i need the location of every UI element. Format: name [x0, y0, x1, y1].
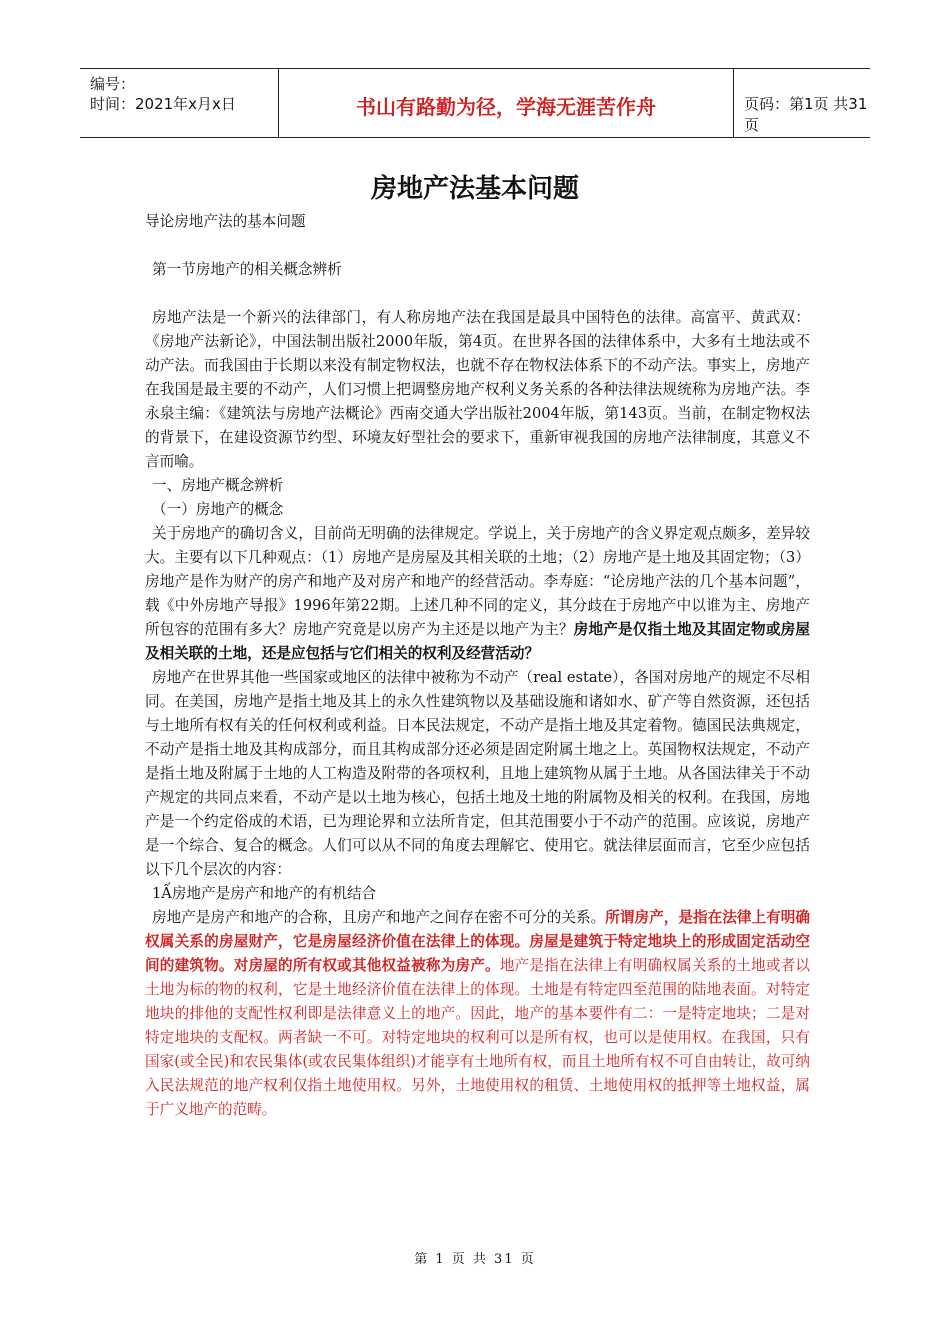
paragraph-1: 房地产法是一个新兴的法律部门，有人称房地产法在我国是最具中国特色的法律。高富平、黄武双：《房地产法新论》，中国法制出版社2000年版，第4页。在世界各国的法律体系中，大多有土地法或不动产法。而我国由于长期以来没有制定物权法，也就不存在物权法体系下的不动产法。事实上，房地产在我国是最主要的不动产，人们习惯上把调整房地产权利义务关系的各种法律法规统称为房地产法。李永泉主编：《建筑法与房地产法概论》西南交通大学出版社2004年版，第143页。当前，在制定物权法的背景下，在建设资源节约型、环境友好型社会的要求下，重新审视我国的房地产法律制度，其意义不言而喻。	[145, 309, 810, 470]
page-footer: 第 1 页 共 31 页	[414, 1252, 536, 1267]
document-title: 房地产法基本问题	[370, 174, 579, 204]
heading-concept-analysis: 一、房地产概念辨析	[152, 477, 284, 494]
paragraph-2	[145, 522, 810, 666]
header-right-cell	[734, 69, 870, 137]
heading-concept: （一）房地产的概念	[152, 501, 284, 518]
paragraph-4-text: 房地产是房产和地产的合称，且房产和地产之间存在密不可分的关系。	[152, 909, 606, 926]
header-left-cell	[80, 69, 279, 137]
document-body	[145, 210, 810, 1122]
paragraph-2-text: 关于房地产的确切含义，目前尚无明确的法律规定。学说上，关于房地产的含义界定观点颇多，差异较大。主要有以下几种观点：（1）房地产是房屋及其相关联的土地；（2）房地产是土地及其固定物；（3）房地产是作为财产的房产和地产及对房产和地产的经营活动。李寿庭：“论房地产法的几个基本问题”，载《中外房地产导报》1996年第22期。上述几种不同的定义，其分歧在于房地产中以谁为主、房地产所包容的范围有多大？房地产究竟是以房产为主还是以地产为主？	[145, 525, 810, 638]
paragraph-4-red: 地产是指在法律上有明确权属关系的土地或者以土地为标的物的权利，它是土地经济价值在法律上的体现。土地是有特定四至范围的陆地表面。对特定地块的排他的支配性权利即是法律意义上的地产。因此，地产的基本要件有二：一是特定地块；二是对特定地块的支配权。两者缺一不可。对特定地块的权利可以是所有权，也可以是使用权。在我国，只有国家(或全民)和农民集体(或农民集体组织)才能享有土地所有权，而且土地所有权不可自由转让，故可纳入民法规范的地产权利仅指土地使用权。另外，土地使用权的租赁、土地使用权的抵押等土地权益，属于广义地产的范畴。	[145, 957, 810, 1118]
paragraph-2-bold-question: 房地产是仅指土地及其固定物或房屋及相关联的土地，还是应包括与它们相关的权利及经营活动？	[145, 621, 810, 662]
section-heading: 第一节房地产的相关概念辨析	[152, 261, 342, 278]
heading-item-1: 1Ấ房地产是房产和地产的有机结合	[152, 885, 377, 902]
intro-heading: 导论房地产法的基本问题	[145, 213, 306, 230]
paragraph-4	[145, 906, 810, 1122]
header-page-info: 页码：第1页 共31页	[744, 95, 868, 134]
paragraph-3: 房地产在世界其他一些国家或地区的法律中被称为不动产（real estate），各国对房地产的规定不尽相同。在美国，房地产是指土地及其上的永久性建筑物以及基础设施和诸如水、矿产等自然资源，还包括与土地所有权有关的任何权利或利益。日本民法规定，不动产是指土地及其定着物。德国民法典规定，不动产是指土地及其构成部分，而且其构成部分还必须是固定附属土地之上。英国物权法规定，不动产是指土地及附属于土地的人工构造及附带的各项权利，且地上建筑物从属于土地。从各国法律关于不动产规定的共同点来看，不动产是以土地为核心，包括土地及土地的附属物及相关的权利。在我国，房地产是一个约定俗成的术语，已为理论界和立法所肯定，但其范围要小于不动产的范围。应该说，房地产是一个综合、复合的概念。人们可以从不同的角度去理解它、使用它。就法律层面而言，它至少应包括以下几个层次的内容：	[145, 669, 810, 878]
document-header	[80, 68, 870, 138]
document-number-label: 编号：	[90, 75, 136, 93]
document-date-label: 时间：2021年x月x日	[90, 95, 236, 113]
header-motto: 书山有路勤为径，学海无涯苦作舟	[356, 95, 656, 119]
header-middle-cell	[279, 69, 734, 137]
paragraph-4-red-bold: 所谓房产，是指在法律上有明确权属关系的房屋财产，它是房屋经济价值在法律上的体现。房屋是建筑于特定地块上的形成固定活动空间的建筑物。对房屋的所有权或其他权益被称为房产。	[145, 909, 810, 974]
